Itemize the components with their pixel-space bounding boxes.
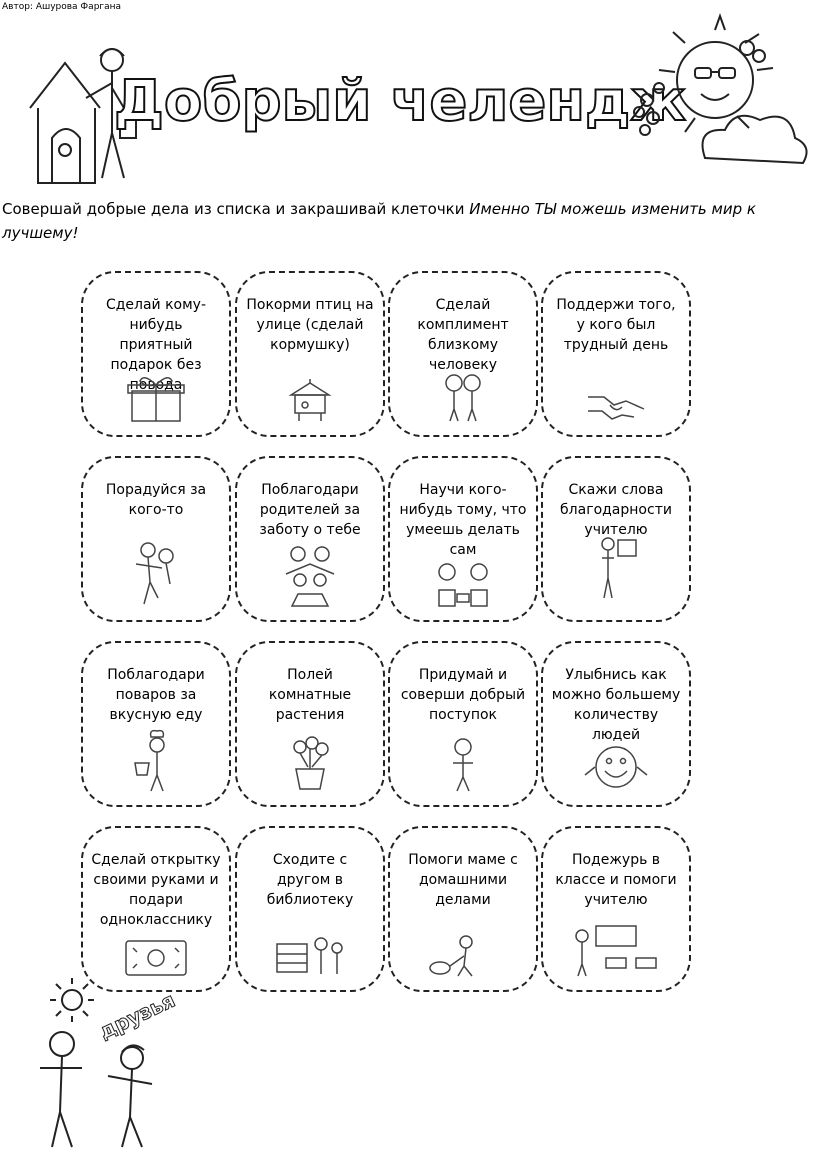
smiley-icon [581, 741, 651, 793]
classroom-icon [566, 922, 666, 978]
happy-kids-icon [128, 538, 184, 608]
challenge-card[interactable] [541, 641, 691, 807]
challenge-text: Поддержи того, у кого был трудный день [556, 297, 676, 353]
challenge-text: Улыбнись как можно большему количеству людей [551, 667, 681, 743]
challenge-text: Сделай открытку своими руками и подари однокласснику [91, 852, 221, 928]
challenge-card[interactable] [81, 641, 231, 807]
vacuum-icon [428, 934, 498, 978]
challenge-card[interactable] [81, 456, 231, 622]
kids-playing-icon [431, 562, 495, 608]
challenge-text: Придумай и соверши добрый поступок [400, 667, 526, 723]
handshake-icon [586, 387, 646, 423]
author-label: Автор: Ашурова Фаргана [2, 2, 122, 12]
challenge-card[interactable] [235, 456, 385, 622]
chef-icon [131, 729, 181, 793]
challenge-text: Помоги маме с домашними делами [408, 852, 518, 908]
thinking-kid-icon [443, 737, 483, 793]
challenge-card[interactable] [541, 826, 691, 992]
challenge-card[interactable] [541, 271, 691, 437]
challenge-card[interactable] [235, 826, 385, 992]
challenge-card[interactable] [81, 271, 231, 437]
challenge-card[interactable] [388, 271, 538, 437]
challenge-card[interactable] [388, 456, 538, 622]
friends-illustration-icon [10, 972, 190, 1152]
challenge-text: Полей комнатные растения [268, 667, 352, 723]
challenge-text: Подежурь в классе и помоги учителю [555, 852, 677, 908]
challenge-card[interactable] [388, 826, 538, 992]
children-icon [438, 371, 488, 423]
challenge-card[interactable] [81, 826, 231, 992]
challenge-text: Поблагодари родителей за заботу о тебе [259, 482, 361, 538]
challenge-card[interactable] [388, 641, 538, 807]
intro-instruction: Совершай добрые дела из списка и закрашивай клеточки [2, 200, 470, 218]
challenge-card[interactable] [541, 456, 691, 622]
teacher-icon [594, 534, 638, 608]
sun-with-cloud-icon [625, 8, 815, 178]
challenge-text: Скажи слова благодарности учителю [560, 482, 672, 538]
gift-icon [124, 373, 188, 423]
challenge-text: Поблагодари поваров за вкусную еду [107, 667, 205, 723]
svg-text:Добрый челендж: Добрый челендж [114, 69, 686, 134]
family-icon [282, 544, 338, 608]
intro-emphasis: Именно ТЫ можешь изменить мир к лучшему! [2, 200, 756, 242]
challenge-text: Сходите с другом в библиотеку [266, 852, 354, 908]
page-title [114, 58, 686, 138]
potted-plant-icon [288, 737, 332, 793]
friends-word-art: друзья [95, 987, 179, 1044]
challenge-text: Сделай комплимент близкому человеку [417, 297, 509, 373]
challenge-text: Сделай кому-нибудь приятный подарок без повода [105, 297, 207, 393]
challenge-text: Порадуйся за кого-то [105, 482, 207, 518]
bird-feeder-icon [285, 379, 335, 423]
challenge-card[interactable] [235, 641, 385, 807]
challenge-text: Научи кого-нибудь тому, что умеешь делать сам [399, 482, 527, 558]
challenge-card[interactable] [235, 271, 385, 437]
challenge-text: Покорми птиц на улице (сделай кормушку) [246, 297, 374, 353]
intro-text [2, 197, 802, 245]
library-icon [273, 930, 347, 978]
